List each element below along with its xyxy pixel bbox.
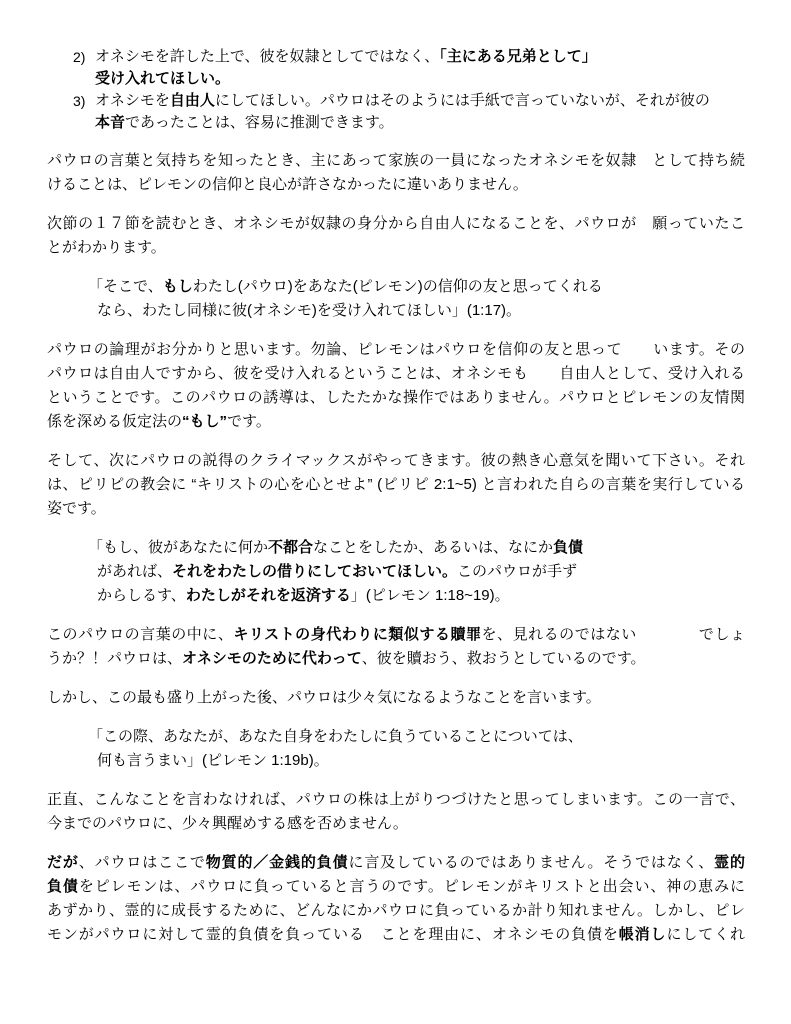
text-segment: 何も言うまい」(ピレモン 1:19b)。: [97, 752, 329, 769]
list-item-2: [47, 46, 745, 90]
text-segment: パウロの言葉と気持ちを知ったとき、主にあって家族の一員になったオネシモを奴隷 として持ち続: [47, 152, 745, 169]
text-segment: パウロは自由人ですから、彼を受け入れるということは、オネシモも 自由人として、受け入れる: [47, 365, 745, 382]
bold-text-segment: 負債: [553, 539, 584, 556]
text-line: [88, 560, 745, 584]
text-segment: そして、次にパウロの説得のクライマックスがやってきます。彼の熱き心意気を聞いて下さい。それ: [47, 452, 745, 469]
text-segment: 「そこで、: [88, 278, 163, 295]
text-segment: オネシモを許した上で、彼を奴隷としてではなく、: [95, 48, 440, 65]
text-segment: があれば、: [97, 563, 173, 580]
quote-1: [47, 275, 745, 323]
text-line: [95, 112, 745, 134]
paragraph-8: [47, 851, 745, 947]
text-segment: にしてほしい。パウロはそのようには手紙で言っていないが、それが彼の: [214, 92, 710, 109]
text-line: [47, 497, 745, 521]
text-line: [88, 299, 745, 323]
paragraph-3: [47, 338, 745, 434]
bold-text-segment: 負債: [47, 878, 79, 895]
text-line: [88, 725, 745, 749]
bold-text-segment: 本音: [95, 114, 126, 131]
text-line: [95, 90, 745, 112]
text-segment: をピレモンは、パウロに負っていると言うのです。ピレモンがキリストと出会い、神の恵みに: [78, 878, 745, 895]
text-line: [47, 899, 745, 923]
text-segment: しかし、この最も盛り上がった後、パウロは少々気になるようなことを言います。: [47, 689, 601, 706]
bold-text-segment: 「主にある兄弟として」: [439, 48, 597, 65]
quote-3: [47, 725, 745, 773]
bold-text-segment: わたしがそれを返済する: [185, 587, 351, 604]
bold-text-segment: “もし”: [182, 413, 228, 430]
text-line: [47, 149, 745, 173]
text-line: [88, 749, 745, 773]
text-segment: パウロの論理がお分かりと思います。勿論、ピレモンはパウロを信仰の友と思って います。その: [47, 341, 745, 358]
bold-text-segment: 不都合: [268, 539, 314, 556]
text-segment: 「もし、彼があなたに何か: [88, 539, 269, 556]
text-segment: 次節の１７節を読むとき、オネシモが奴隷の身分から自由人になることを、パウロが 願っていたこ: [47, 215, 745, 232]
bold-text-segment: 自由人: [169, 92, 215, 109]
text-line: [47, 212, 745, 236]
list-item-3: [47, 90, 745, 134]
text-segment: なら、わたし同様に彼(オネシモ)を受け入れてほしい」(1:17)。: [97, 302, 522, 319]
text-segment: からしるす、: [97, 587, 186, 604]
text-segment: 、パウロはここで: [78, 854, 206, 871]
paragraph-4: [47, 449, 745, 521]
text-segment: です。: [227, 413, 271, 430]
text-line: [47, 788, 745, 812]
bold-text-segment: キリストの身代わりに類似する贖罪: [233, 626, 482, 643]
quote-2: [47, 536, 745, 608]
bold-text-segment: それをわたしの借りにしておいてほしい。: [172, 563, 458, 580]
text-line: [47, 851, 745, 875]
text-line: [47, 686, 745, 710]
text-line: [88, 536, 745, 560]
text-line: [47, 875, 745, 899]
list-number: 3): [73, 93, 86, 109]
text-line: [47, 449, 745, 473]
text-line: [88, 584, 745, 608]
text-segment: 「この際、あなたが、あなた自身をわたしに負うていることについては、: [88, 728, 583, 745]
text-segment: ということです。このパウロの誘導は、したたかな操作ではありません。パウロとピレモンの友情関: [47, 389, 745, 406]
text-line: [47, 812, 745, 836]
bold-text-segment: 帳消し: [618, 926, 667, 943]
text-line: [47, 923, 745, 947]
text-line: [47, 236, 745, 260]
text-line: [88, 275, 745, 299]
text-line: [47, 173, 745, 197]
paragraph-5: [47, 623, 745, 671]
paragraph-6: [47, 686, 745, 710]
text-segment: にしてくれ: [666, 926, 745, 943]
text-line: [47, 338, 745, 362]
bold-text-segment: 受け入れてほしい。: [95, 70, 231, 87]
text-line: [95, 46, 745, 68]
text-segment: けることは、ピレモンの信仰と良心が許さなかったに違いありません。: [47, 176, 528, 193]
numbered-list: [47, 46, 745, 134]
text-line: [47, 473, 745, 497]
paragraph-2: [47, 212, 745, 260]
text-segment: あずかり、霊的に成長するために、どんなにかパウロに負っているか計り知れません。しかし、ピレ: [47, 902, 745, 919]
text-segment: 、彼を贖おう、救おうとしているのです。: [361, 650, 646, 667]
bold-text-segment: 物質的／金銭的負債: [205, 854, 349, 871]
text-segment: であったことは、容易に推測できます。: [125, 114, 394, 131]
list-number: 2): [73, 49, 86, 65]
text-segment: 今までのパウロに、少々興醒めする感を否めません。: [47, 815, 408, 832]
bold-text-segment: もし: [162, 278, 193, 295]
text-line: [47, 647, 745, 671]
text-segment: とがわかります。: [47, 239, 166, 256]
document-body: [47, 46, 745, 947]
bold-text-segment: 霊的: [714, 854, 745, 871]
text-segment: 正直、こんなことを言わなければ、パウロの株は上がりつづけたと思ってしまいます。この一言で、: [47, 791, 745, 808]
text-line: [47, 410, 745, 434]
text-segment: わたし(パウロ)をあなた(ピレモン)の信仰の友と思ってくれる: [192, 278, 603, 295]
text-line: [47, 386, 745, 410]
paragraph-1: [47, 149, 745, 197]
text-segment: オネシモを: [95, 92, 170, 109]
text-segment: を、見れるのではない でしょ: [481, 626, 745, 643]
bold-text-segment: だが: [47, 854, 79, 871]
text-segment: このパウロが手ず: [457, 563, 578, 580]
text-line: [47, 362, 745, 386]
text-segment: 係を深める仮定法の: [47, 413, 183, 430]
text-segment: モンがパウロに対して霊的負債を負っている ことを理由に、オネシモの負債を: [47, 926, 619, 943]
text-segment: うか？！パウロは、: [47, 650, 183, 667]
text-segment: 姿です。: [47, 500, 106, 517]
text-line: [47, 623, 745, 647]
text-segment: は、ピリピの教会に “キリストの心を心とせよ” (ピリピ 2:1~5) と言われた自らの言葉を実行している: [47, 476, 745, 493]
bold-text-segment: オネシモのために代わって: [182, 650, 362, 667]
text-segment: 」(ピレモン 1:18~19)。: [350, 587, 510, 604]
text-segment: このパウロの言葉の中に、: [47, 626, 234, 643]
paragraph-7: [47, 788, 745, 836]
text-segment: なことをしたか、あるいは、なにか: [313, 539, 554, 556]
text-line: [95, 68, 745, 90]
text-segment: に言及しているのではありません。そうではなく、: [348, 854, 715, 871]
